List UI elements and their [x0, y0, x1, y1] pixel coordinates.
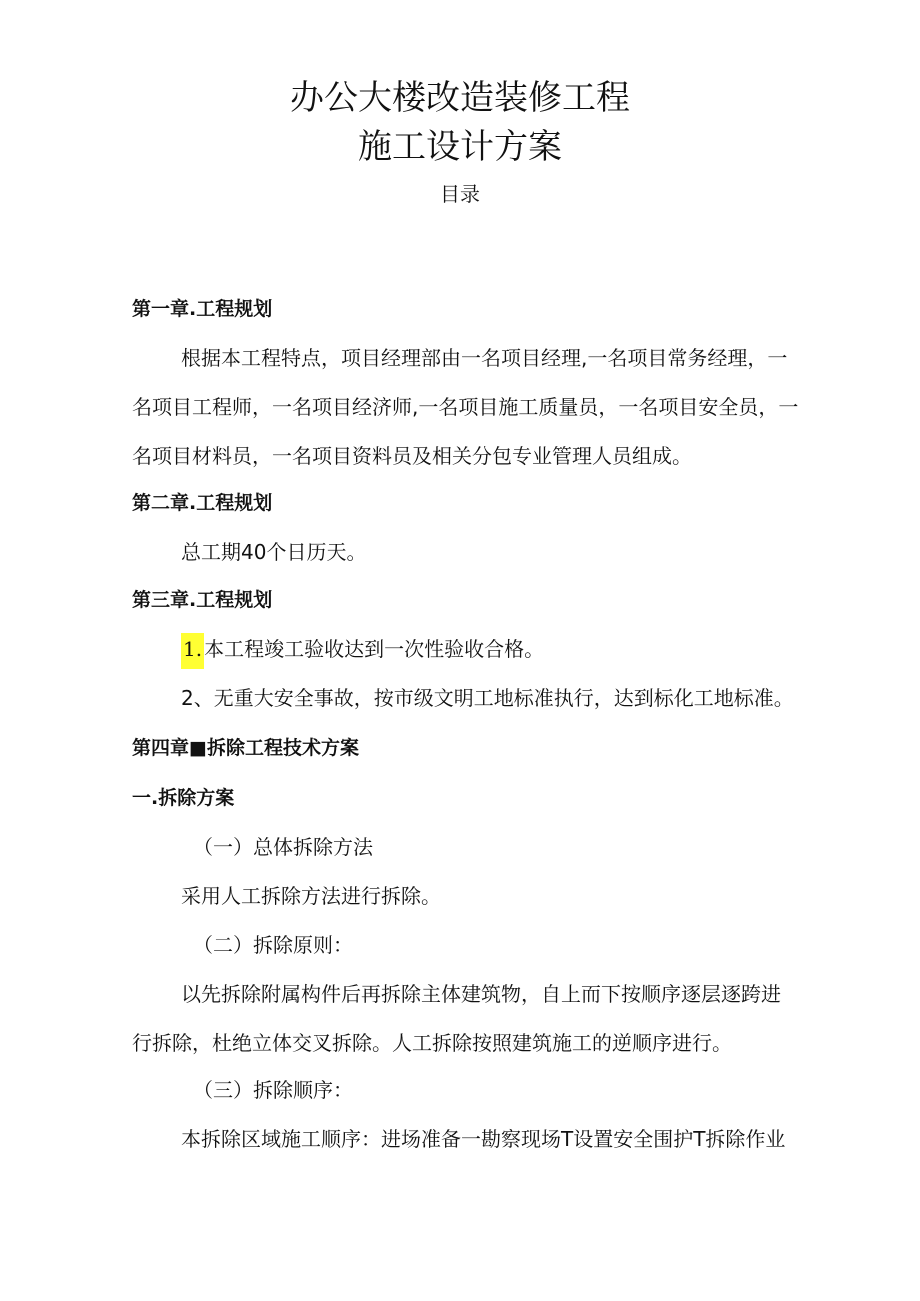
section-1-heading: 一.拆除方案	[132, 787, 235, 809]
title-line-2: 施工设计方案	[358, 127, 562, 167]
subsection-1-text: 采用人工拆除方法进行拆除。	[181, 884, 441, 908]
chapter-1-para-line-2: 名项目工程师，一名项目经济师,一名项目施工质量员，一名项目安全员，一	[132, 395, 799, 419]
chapter-2-para: 总工期40个日历天。	[181, 540, 367, 564]
chapter-2-heading: 第二章.工程规划	[132, 492, 273, 514]
chapter-1-para-line-3: 名项目材料员，一名项目资料员及相关分包专业管理人员组成。	[132, 444, 692, 468]
chapter-3-item-2: 2、无重大安全事故，按市级文明工地标准执行，达到标化工地标准。	[181, 686, 794, 710]
title-line-1: 办公大楼改造装修工程	[290, 78, 630, 118]
subsection-2-heading: （二）拆除原则：	[193, 933, 353, 957]
subsection-1-heading: （一）总体拆除方法	[193, 835, 373, 859]
chapter-1-para-line-1: 根据本工程特点，项目经理部由一名项目经理,一名项目常务经理，一	[181, 346, 788, 370]
subsection-2-line-2: 行拆除，杜绝立体交叉拆除。人工拆除按照建筑施工的逆顺序进行。	[132, 1031, 732, 1055]
chapter-3-item-1	[181, 636, 544, 662]
item-1-number-highlight: 1.	[181, 633, 204, 669]
chapter-4-heading: 第四章■拆除工程技术方案	[132, 737, 359, 759]
subsection-3-heading: （三）拆除顺序：	[193, 1078, 353, 1102]
chapter-1-heading: 第一章.工程规划	[132, 298, 273, 320]
toc-label: 目录	[440, 182, 480, 206]
chapter-3-heading: 第三章.工程规划	[132, 589, 273, 611]
subsection-2-line-1: 以先拆除附属构件后再拆除主体建筑物，自上而下按顺序逐层逐跨进	[181, 982, 781, 1006]
item-1-text: 本工程竣工验收达到一次性验收合格。	[204, 637, 545, 661]
subsection-3-text: 本拆除区域施工顺序：进场准备一勘察现场T设置安全围护T拆除作业	[181, 1127, 786, 1151]
